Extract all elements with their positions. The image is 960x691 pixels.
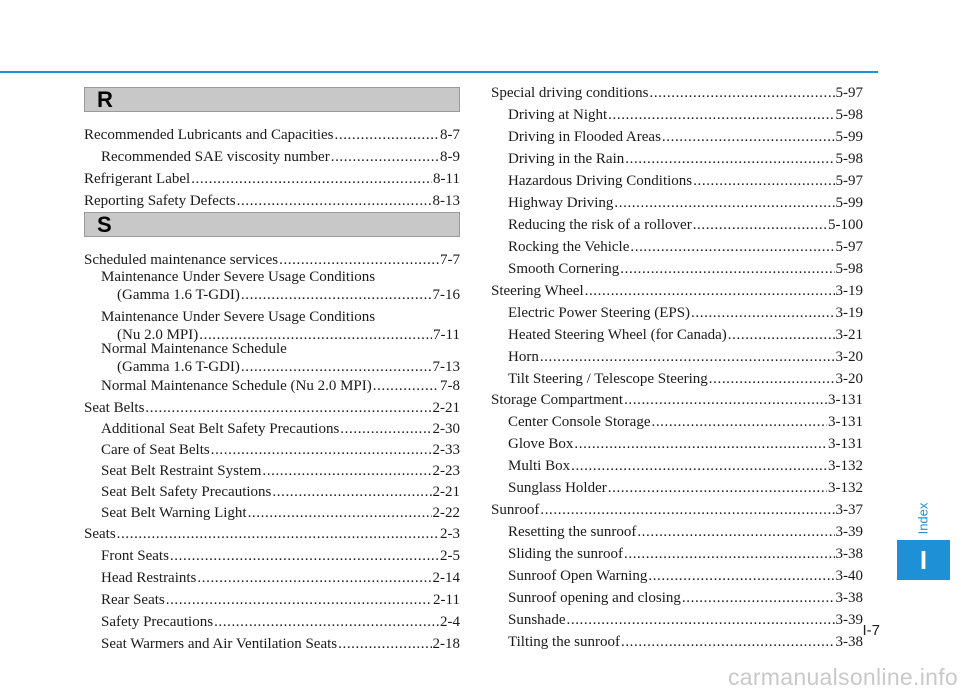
index-entry: Glove Box ..... 3-131: [508, 433, 863, 455]
index-entry: Center Console Storage ..... 3-131: [508, 411, 863, 433]
chapter-tab: I: [897, 540, 950, 580]
index-entry: Seat Belts ..... 2-21: [84, 397, 460, 419]
index-entry: Driving in the Rain ..... 5-98: [508, 148, 863, 170]
section-header-s: [84, 212, 460, 237]
index-entry: Rear Seats ..... 2-11: [101, 589, 460, 611]
index-entry: Driving at Night ..... 5-98: [508, 104, 863, 126]
index-entry: Steering Wheel ..... 3-19: [491, 280, 863, 302]
index-entry: Sunglass Holder ..... 3-132: [508, 477, 863, 499]
index-entry: Hazardous Driving Conditions ..... 5-97: [508, 170, 863, 192]
index-entry: Rocking the Vehicle ..... 5-97: [508, 236, 863, 258]
index-entry: Heated Steering Wheel (for Canada) ..... 3-21: [508, 324, 863, 346]
index-entry: Resetting the sunroof ..... 3-39: [508, 521, 863, 543]
index-entry: Recommended Lubricants and Capacities ..... 8-7: [84, 124, 460, 146]
index-entry: Safety Precautions ..... 2-4: [101, 611, 460, 633]
index-entry: (Gamma 1.6 T-GDI) ..... 7-16: [117, 284, 460, 306]
index-entry: Electric Power Steering (EPS) ..... 3-19: [508, 302, 863, 324]
index-entry: Sunroof Open Warning ..... 3-40: [508, 565, 863, 587]
index-entry-heading: Normal Maintenance Schedule: [101, 341, 287, 357]
index-entry: Head Restraints ..... 2-14: [101, 567, 460, 589]
index-entry-heading: Maintenance Under Severe Usage Conditions: [101, 269, 376, 285]
section-header-r: [84, 87, 460, 112]
page-number: I-7: [862, 622, 880, 639]
index-entry: Seat Belt Warning Light ..... 2-22: [101, 502, 460, 524]
index-entry: Seat Belt Safety Precautions ..... 2-21: [101, 481, 460, 503]
index-entry: Special driving conditions ..... 5-97: [491, 82, 863, 104]
index-entry: Storage Compartment ..... 3-131: [491, 389, 863, 411]
index-entry: Tilting the sunroof ..... 3-38: [508, 631, 863, 653]
section-letter: S: [97, 212, 112, 237]
index-entry: Front Seats ..... 2-5: [101, 545, 460, 567]
index-entry: Sunroof opening and closing ..... 3-38: [508, 587, 863, 609]
index-entry: Scheduled maintenance services ..... 7-7: [84, 249, 460, 271]
index-entry: Multi Box ..... 3-132: [508, 455, 863, 477]
index-entry: Seat Belt Restraint System ..... 2-23: [101, 460, 460, 482]
section-letter: R: [97, 87, 113, 112]
index-entry: Smooth Cornering ..... 5-98: [508, 258, 863, 280]
watermark: carmanualsonline.info: [727, 664, 958, 690]
index-entry: Normal Maintenance Schedule (Nu 2.0 MPI) ..... 7-8: [101, 375, 460, 397]
top-rule: [0, 71, 878, 73]
side-section-label: Index: [915, 502, 931, 534]
index-entry: Horn ..... 3-20: [508, 346, 863, 368]
index-entry: Driving in Flooded Areas ..... 5-99: [508, 126, 863, 148]
index-entry: Reducing the risk of a rollover ..... 5-100: [508, 214, 863, 236]
index-entry: Care of Seat Belts ..... 2-33: [101, 439, 460, 461]
index-entry: Sliding the sunroof ..... 3-38: [508, 543, 863, 565]
index-entry: Additional Seat Belt Safety Precautions ..... 2-30: [101, 418, 460, 440]
index-entry: (Gamma 1.6 T-GDI) ..... 7-13: [117, 356, 460, 378]
index-entry: Sunshade ..... 3-39: [508, 609, 863, 631]
index-entry: (Nu 2.0 MPI) ..... 7-11: [117, 324, 460, 346]
index-entry: Highway Driving ..... 5-99: [508, 192, 863, 214]
index-entry-heading: Maintenance Under Severe Usage Conditions: [101, 309, 376, 325]
index-entry: Reporting Safety Defects ..... 8-13: [84, 190, 460, 212]
index-entry: Sunroof ..... 3-37: [491, 499, 863, 521]
index-entry: Seats ..... 2-3: [84, 523, 460, 545]
index-entry: Recommended SAE viscosity number ..... 8-9: [101, 146, 460, 168]
index-entry: Seat Warmers and Air Ventilation Seats ..... 2-18: [101, 633, 460, 655]
index-entry: Refrigerant Label ..... 8-11: [84, 168, 460, 190]
index-entry: Tilt Steering / Telescope Steering ..... 3-20: [508, 368, 863, 390]
